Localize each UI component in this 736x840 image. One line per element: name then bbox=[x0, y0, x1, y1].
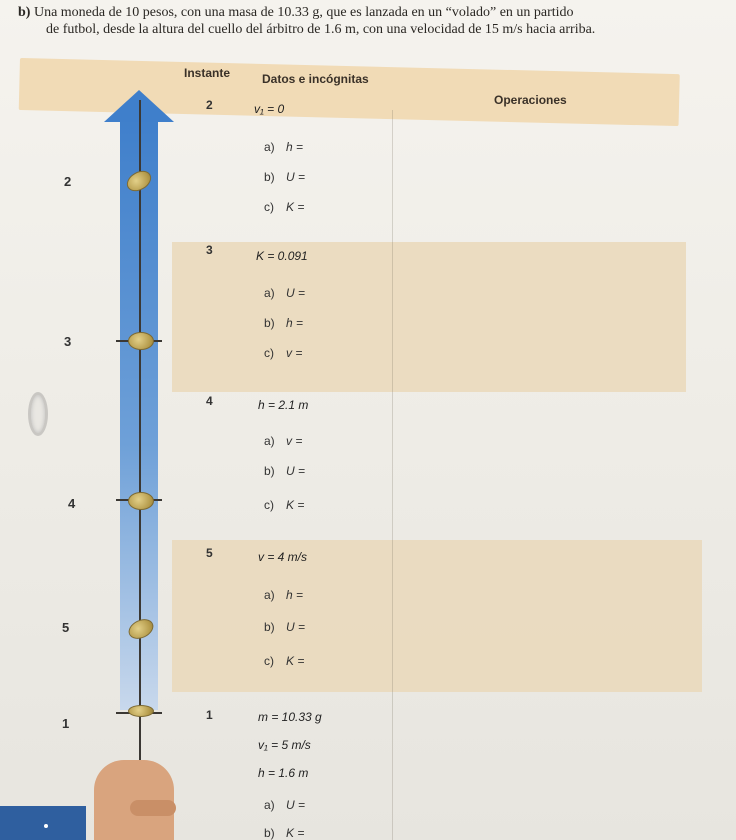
side-label-3: 3 bbox=[64, 334, 72, 349]
unknown-item bbox=[264, 434, 302, 448]
side-label-4: 4 bbox=[68, 496, 76, 511]
problem-letter: b) bbox=[18, 5, 31, 20]
item-letter: b) bbox=[264, 316, 275, 330]
item-expression: U = bbox=[286, 286, 306, 300]
given-value: v₁ = 0 bbox=[254, 102, 285, 116]
instante-1: 1 bbox=[206, 708, 213, 722]
item-letter: c) bbox=[264, 498, 274, 512]
side-label-5: 5 bbox=[62, 620, 70, 635]
instante-5: 5 bbox=[206, 546, 213, 560]
item-expression: K = bbox=[286, 200, 305, 214]
item-expression: U = bbox=[286, 170, 306, 184]
item-expression: h = bbox=[286, 140, 304, 154]
item-expression: U = bbox=[286, 798, 306, 812]
unknown-item bbox=[264, 620, 305, 634]
item-letter: a) bbox=[264, 140, 275, 154]
unknown-item bbox=[264, 200, 304, 214]
problem-statement bbox=[18, 4, 708, 38]
thumb-illustration bbox=[130, 800, 176, 816]
given-value: v₁ = 5 m/s bbox=[258, 738, 311, 752]
item-expression: K = bbox=[286, 826, 305, 840]
item-letter: a) bbox=[264, 286, 275, 300]
corner-dot-icon bbox=[44, 824, 48, 828]
item-expression: K = bbox=[286, 498, 305, 512]
header-operaciones: Operaciones bbox=[494, 93, 567, 107]
trajectory-axis bbox=[139, 100, 141, 760]
unknown-item bbox=[264, 798, 305, 812]
row-band-instante-3 bbox=[172, 242, 686, 392]
unknown-item bbox=[264, 316, 303, 330]
item-expression: h = bbox=[286, 316, 304, 330]
unknown-item bbox=[264, 654, 304, 668]
item-letter: b) bbox=[264, 826, 275, 840]
header-datos: Datos e incógnitas bbox=[262, 72, 369, 86]
item-letter: c) bbox=[264, 200, 274, 214]
coin-icon bbox=[128, 332, 154, 350]
coin-icon bbox=[128, 492, 154, 510]
instante-4: 4 bbox=[206, 394, 213, 408]
item-expression: U = bbox=[286, 620, 306, 634]
item-letter: c) bbox=[264, 654, 274, 668]
unknown-item bbox=[264, 286, 305, 300]
problem-line-2: de futbol, desde la altura del cuello del árbitro de 1.6 m, con una velocidad de 15 m/s hacia arriba. bbox=[46, 22, 596, 37]
problem-line-1: Una moneda de 10 pesos, con una masa de 10.33 g, que es lanzada en un “volado” en un partido bbox=[33, 5, 574, 20]
instante-3: 3 bbox=[206, 243, 213, 257]
item-letter: b) bbox=[264, 464, 275, 478]
item-expression: v = bbox=[286, 346, 303, 360]
item-letter: b) bbox=[264, 170, 275, 184]
column-divider bbox=[392, 110, 393, 840]
item-expression: U = bbox=[286, 464, 306, 478]
coin-icon bbox=[128, 705, 154, 717]
unknown-item bbox=[264, 170, 305, 184]
given-value: K = 0.091 bbox=[256, 249, 308, 263]
item-letter: a) bbox=[264, 434, 275, 448]
item-letter: c) bbox=[264, 346, 274, 360]
unknown-item bbox=[264, 826, 304, 840]
item-letter: a) bbox=[264, 588, 275, 602]
unknown-item bbox=[264, 140, 303, 154]
unknown-item bbox=[264, 588, 303, 602]
given-value: h = 1.6 m bbox=[258, 766, 309, 780]
header-instante: Instante bbox=[184, 66, 231, 80]
item-letter: a) bbox=[264, 798, 275, 812]
item-expression: v = bbox=[286, 434, 303, 448]
unknown-item bbox=[264, 346, 302, 360]
side-label-1: 1 bbox=[62, 716, 70, 731]
coin-edge-icon bbox=[28, 392, 48, 436]
item-expression: K = bbox=[286, 654, 305, 668]
page-corner-tab bbox=[0, 806, 86, 840]
given-value: h = 2.1 m bbox=[258, 398, 309, 412]
item-expression: h = bbox=[286, 588, 304, 602]
given-value: v = 4 m/s bbox=[258, 550, 308, 564]
unknown-item bbox=[264, 464, 305, 478]
unknown-item bbox=[264, 498, 304, 512]
given-value: m = 10.33 g bbox=[258, 710, 322, 724]
row-band-instante-5 bbox=[172, 540, 702, 692]
item-letter: b) bbox=[264, 620, 275, 634]
instante-2: 2 bbox=[206, 98, 213, 112]
side-label-2: 2 bbox=[64, 174, 72, 189]
